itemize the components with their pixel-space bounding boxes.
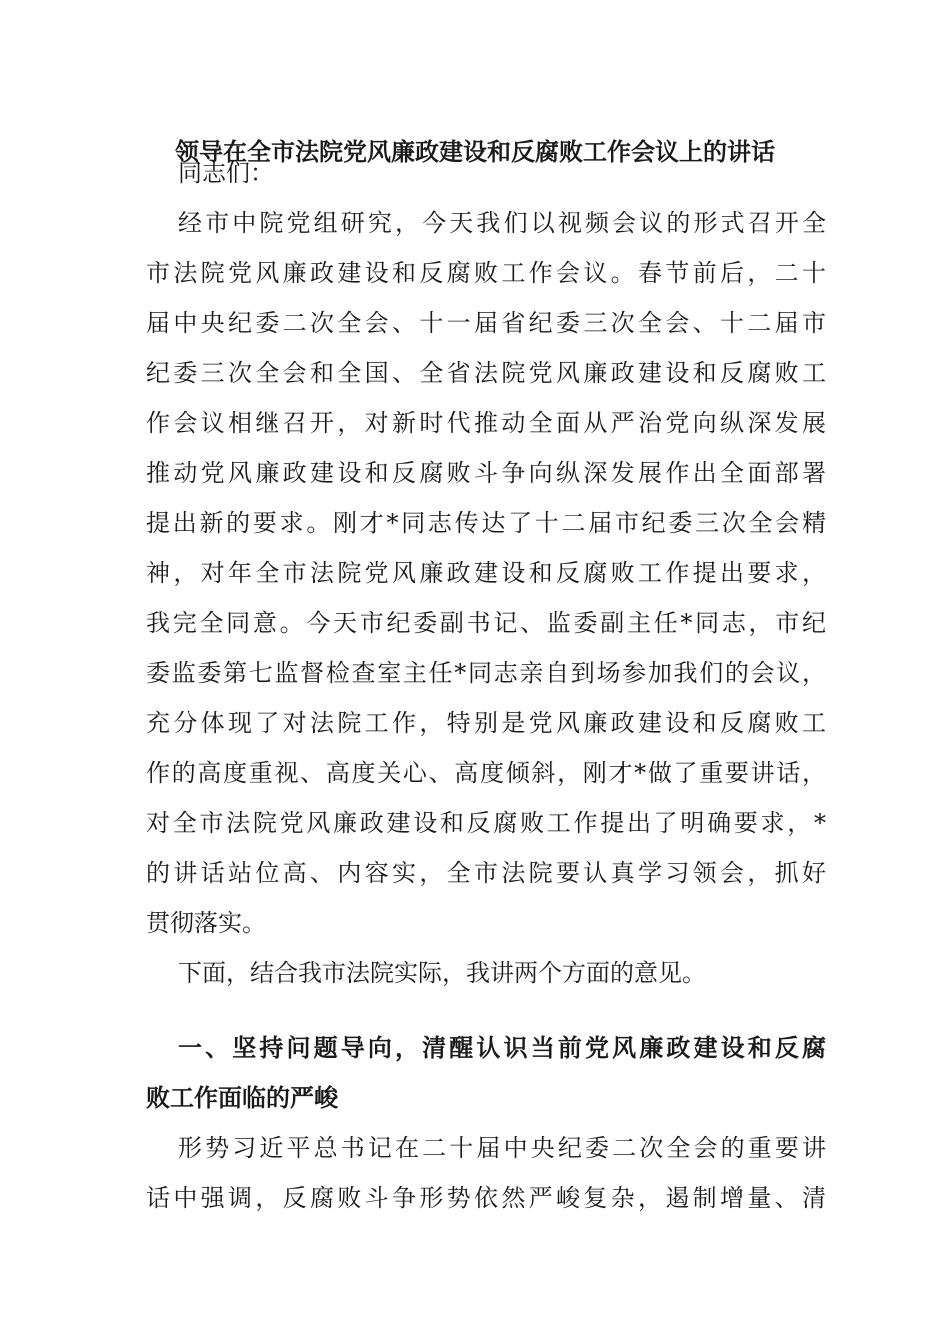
paragraph-line: 届中央纪委二次全会、十一届省纪委三次全会、十二届市 <box>146 309 826 337</box>
paragraph-line: 的讲话站位高、内容实，全市法院要认真学习领会，抓好 <box>146 859 826 887</box>
section-heading: 一、坚持问题导向，清醒认识当前党风廉政建设和反腐 <box>178 1033 826 1062</box>
paragraph-line: 经市中院党组研究，今天我们以视频会议的形式召开全 <box>178 209 826 237</box>
paragraph-line: 我完全同意。今天市纪委副书记、监委副主任*同志，市纪 <box>146 609 826 637</box>
paragraph-line: 充分体现了对法院工作，特别是党风廉政建设和反腐败工 <box>146 709 826 737</box>
paragraph-line: 纪委三次全会和全国、全省法院党风廉政建设和反腐败工 <box>146 359 826 387</box>
paragraph-line: 推动党风廉政建设和反腐败斗争向纵深发展作出全面部署 <box>146 459 826 487</box>
document-title: 领导在全市法院党风廉政建设和反腐败工作会议上的讲话 <box>175 137 775 166</box>
paragraph-line: 神，对年全市法院党风廉政建设和反腐败工作提出要求， <box>146 559 826 587</box>
paragraph-line: 贯彻落实。 <box>146 909 266 937</box>
paragraph-line: 作的高度重视、高度关心、高度倾斜，刚才*做了重要讲话， <box>146 759 826 787</box>
paragraph-line: 下面，结合我市法院实际，我讲两个方面的意见。 <box>178 959 706 987</box>
paragraph-line: 作会议相继召开，对新时代推动全面从严治党向纵深发展 <box>146 409 826 437</box>
paragraph-line: 市法院党风廉政建设和反腐败工作会议。春节前后，二十 <box>146 259 826 287</box>
paragraph-line: 话中强调，反腐败斗争形势依然严峻复杂，遏制增量、清 <box>146 1184 826 1212</box>
paragraph-line: 提出新的要求。刚才*同志传达了十二届市纪委三次全会精 <box>146 509 826 537</box>
section-heading: 败工作面临的严峻 <box>146 1083 338 1112</box>
paragraph-line: 形势习近平总书记在二十届中央纪委二次全会的重要讲 <box>178 1134 826 1162</box>
paragraph-line: 委监委第七监督检查室主任*同志亲自到场参加我们的会议， <box>146 659 826 687</box>
paragraph-line: 对全市法院党风廉政建设和反腐败工作提出了明确要求，* <box>146 809 826 837</box>
greeting: 同志们： <box>178 159 274 187</box>
